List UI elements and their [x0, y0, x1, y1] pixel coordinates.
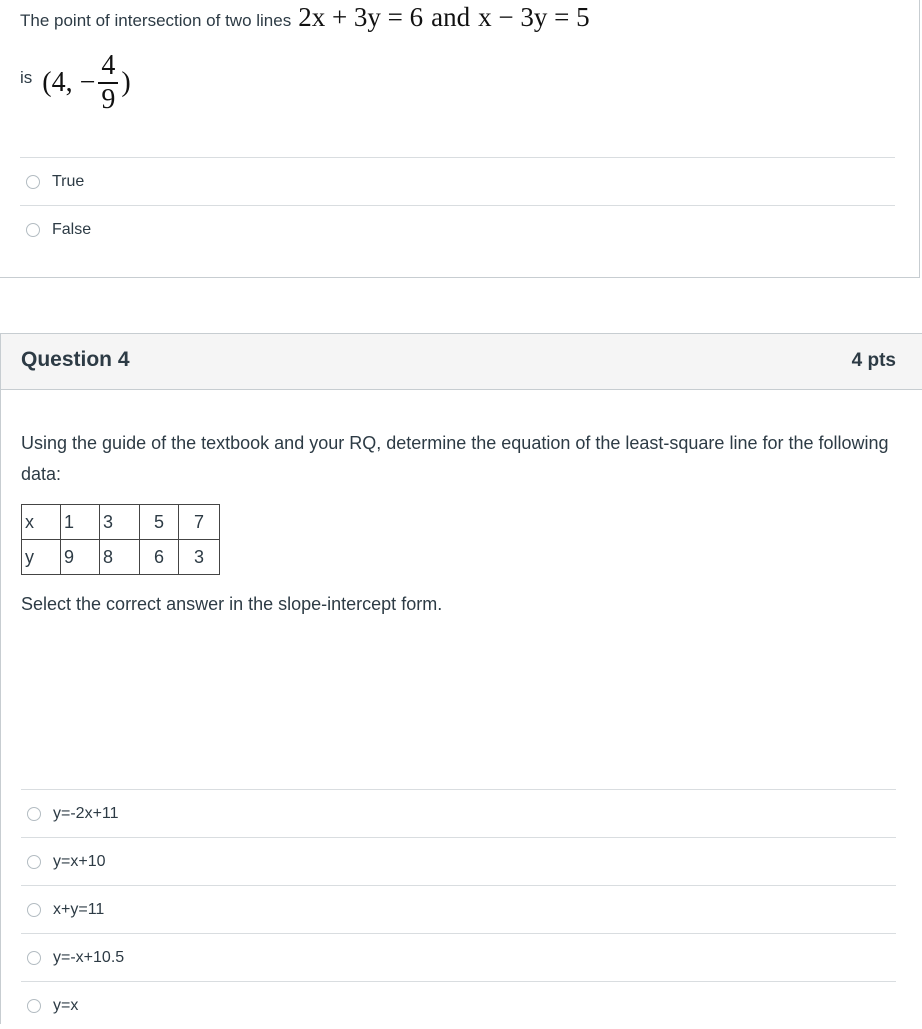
radio-button[interactable] — [27, 855, 41, 869]
question-3-is-text: is — [20, 68, 33, 87]
radio-button[interactable] — [27, 999, 41, 1013]
radio-button[interactable] — [26, 223, 40, 237]
table-cell: 8 — [100, 540, 140, 575]
answer-option-5[interactable] — [21, 981, 896, 1029]
table-cell: y — [22, 540, 61, 575]
answer-label: x+y=11 — [53, 900, 105, 918]
answer-option-3[interactable] — [21, 885, 896, 933]
table-cell: 3 — [179, 540, 220, 575]
table-cell: 7 — [179, 505, 220, 540]
radio-button[interactable] — [27, 807, 41, 821]
table-cell: 9 — [61, 540, 100, 575]
answer-instruction: Select the correct answer in the slope-intercept form. — [21, 594, 443, 614]
answer-option-true[interactable] — [20, 157, 895, 205]
equation-1: 2x + 3y = 6 — [298, 2, 424, 32]
answer-option-false[interactable] — [20, 205, 895, 253]
table-row-y — [22, 540, 220, 575]
question-3-prompt-line-2 — [20, 52, 131, 114]
table-row-x — [22, 505, 220, 540]
equation-and: and — [431, 2, 471, 32]
point-close: ) — [121, 67, 131, 98]
point-open: (4, − — [42, 67, 96, 98]
question-title: Question 4 — [21, 348, 130, 371]
answer-label: y=-x+10.5 — [53, 948, 125, 966]
table-cell: 3 — [100, 505, 140, 540]
radio-button[interactable] — [27, 903, 41, 917]
question-3-prompt-line-1 — [20, 2, 590, 32]
fraction-numerator: 4 — [101, 50, 116, 81]
answer-label: False — [52, 220, 92, 238]
answer-option-1[interactable] — [21, 789, 896, 837]
answer-label: y=x — [53, 996, 79, 1014]
data-table — [21, 504, 220, 575]
answer-label: y=-2x+11 — [53, 804, 119, 822]
answer-option-4[interactable] — [21, 933, 896, 981]
radio-button[interactable] — [27, 951, 41, 965]
question-points: 4 pts — [851, 350, 896, 371]
equation-2: x − 3y = 5 — [478, 2, 590, 32]
answer-option-2[interactable] — [21, 837, 896, 885]
answer-label: True — [52, 172, 85, 190]
radio-button[interactable] — [26, 175, 40, 189]
intersection-point — [42, 52, 130, 114]
table-cell: 5 — [140, 505, 179, 540]
question-prompt: Using the guide of the textbook and your RQ, determine the equation of the least-square line for the following data: — [21, 433, 889, 484]
table-cell: 1 — [61, 505, 100, 540]
fraction — [98, 52, 118, 114]
question-4-body — [0, 390, 922, 1024]
fraction-denominator: 9 — [101, 84, 116, 115]
question-4-header — [0, 333, 922, 390]
answer-label: y=x+10 — [53, 852, 106, 870]
table-cell: x — [22, 505, 61, 540]
table-cell: 6 — [140, 540, 179, 575]
question-3-body — [0, 0, 920, 278]
question-3-prompt-text: The point of intersection of two lines — [20, 11, 292, 30]
